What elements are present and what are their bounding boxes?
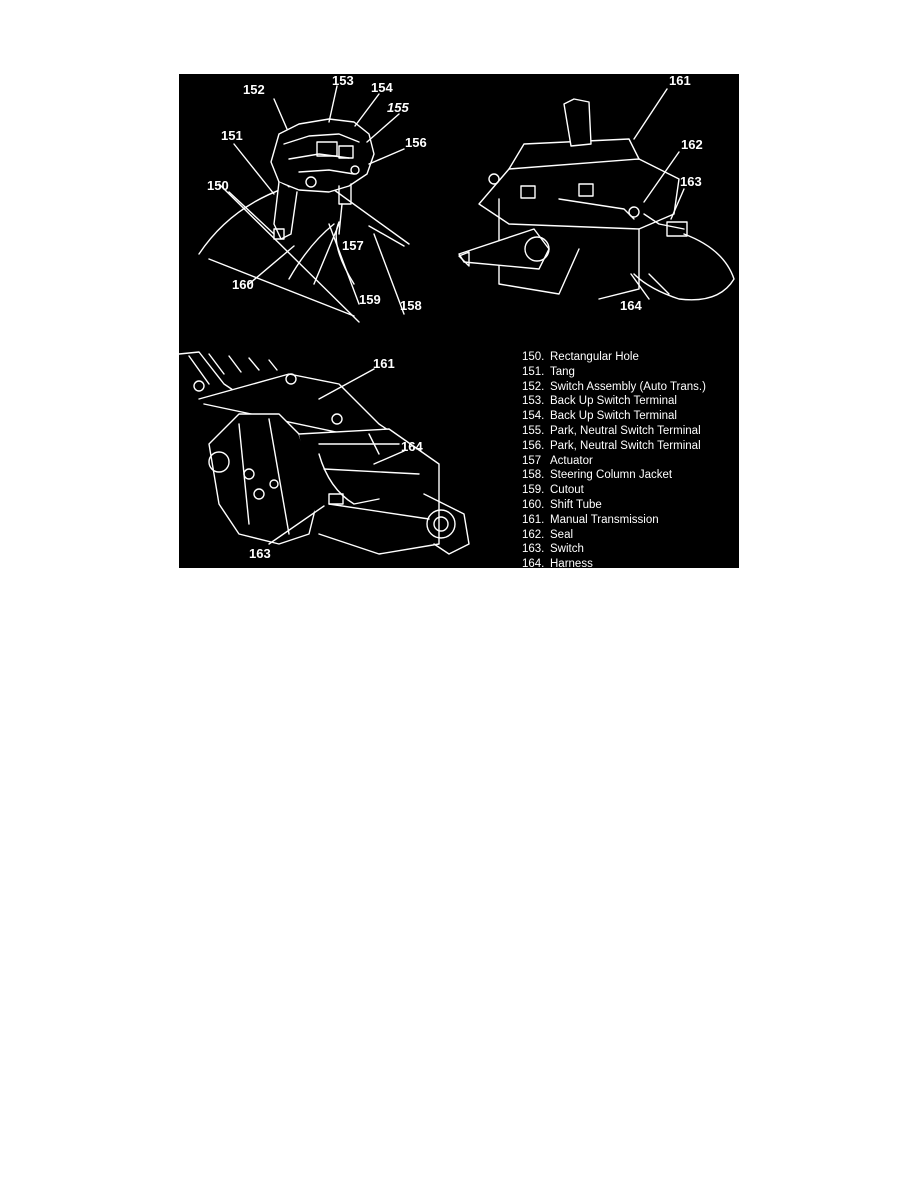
legend-item [522, 542, 737, 557]
callout-158: 158 [400, 298, 422, 313]
legend-list [522, 350, 737, 568]
legend-number: 163. [522, 543, 545, 556]
legend-item [522, 439, 737, 454]
legend-item [522, 365, 737, 380]
legend-label: Park, Neutral Switch Terminal [550, 424, 701, 437]
diagram-figure [179, 74, 739, 568]
callout-161-bottom: 161 [373, 356, 395, 371]
legend-label: Park, Neutral Switch Terminal [550, 439, 701, 452]
legend-item [522, 454, 737, 469]
callout-160: 160 [232, 277, 254, 292]
legend-number: 151. [522, 365, 545, 378]
legend-number: 155. [522, 424, 545, 437]
legend-label: Actuator [550, 454, 593, 467]
callout-151: 151 [221, 128, 243, 143]
steering-column-switch-drawing [199, 86, 409, 322]
manual-transmission-top-drawing [459, 89, 734, 300]
callout-152: 152 [243, 82, 265, 97]
legend-number: 153. [522, 395, 545, 408]
callout-163-bottom: 163 [249, 546, 271, 561]
legend-number: 159. [522, 484, 545, 497]
legend-item [522, 424, 737, 439]
callout-159: 159 [359, 292, 381, 307]
legend-item [522, 409, 737, 424]
legend-label: Harness [550, 558, 593, 568]
legend-label: Switch [550, 543, 584, 556]
legend-item [522, 557, 737, 568]
callout-153: 153 [332, 74, 354, 88]
callout-155: 155 [387, 100, 409, 115]
transmission-side-drawing [179, 352, 469, 554]
callout-156: 156 [405, 135, 427, 150]
callout-150: 150 [207, 178, 229, 193]
legend-number: 154. [522, 410, 545, 423]
legend-item [522, 350, 737, 365]
legend-item [522, 498, 737, 513]
legend-label: Tang [550, 365, 575, 378]
legend-item [522, 380, 737, 395]
legend-number: 162. [522, 528, 545, 541]
legend-item [522, 468, 737, 483]
callout-164-bottom: 164 [401, 439, 423, 454]
legend-number: 161. [522, 513, 545, 526]
legend-number: 157 [522, 454, 542, 467]
legend-label: Shift Tube [550, 498, 602, 511]
legend-label: Seal [550, 528, 574, 541]
legend-number: 152. [522, 380, 545, 393]
legend-number: 150. [522, 351, 545, 363]
legend-label: Cutout [550, 484, 584, 497]
legend-item [522, 394, 737, 409]
callout-162: 162 [681, 137, 703, 152]
callout-164-top: 164 [620, 298, 642, 313]
legend-item [522, 513, 737, 528]
legend-label: Manual Transmission [550, 513, 659, 526]
legend-label: Switch Assembly (Auto Trans.) [550, 380, 706, 393]
legend-label: Rectangular Hole [550, 351, 639, 363]
callout-157: 157 [342, 238, 364, 253]
callout-154: 154 [371, 80, 393, 95]
callout-161-top: 161 [669, 74, 691, 88]
legend-label: Back Up Switch Terminal [550, 395, 677, 408]
legend-label: Back Up Switch Terminal [550, 410, 677, 423]
legend-number: 158. [522, 469, 545, 482]
legend-item [522, 528, 737, 543]
callout-163-top: 163 [680, 174, 702, 189]
legend-label: Steering Column Jacket [550, 469, 673, 482]
legend-number: 156. [522, 439, 545, 452]
legend-number: 160. [522, 498, 545, 511]
legend-number: 164. [522, 558, 545, 568]
legend-item [522, 483, 737, 498]
